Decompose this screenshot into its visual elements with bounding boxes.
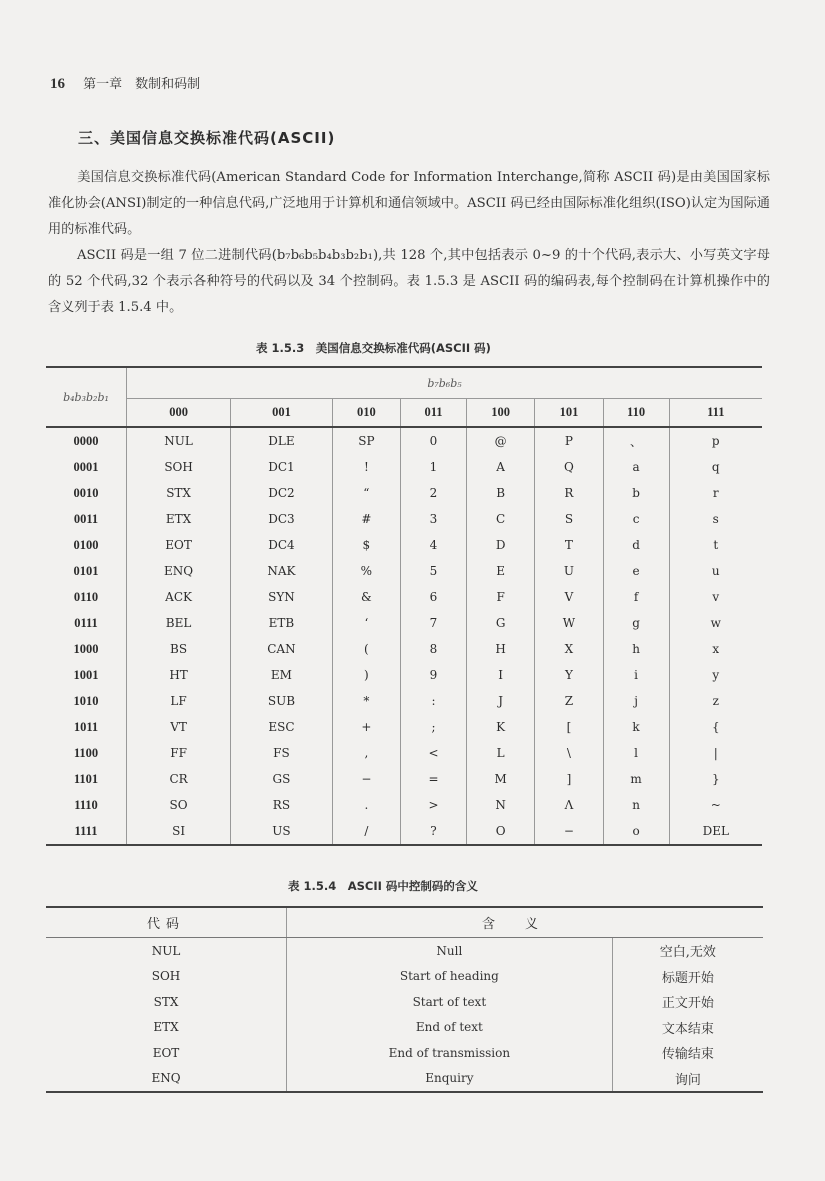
- table-cell: s: [669, 506, 762, 532]
- table-cell: −: [332, 766, 400, 792]
- table-cell: f: [603, 584, 669, 610]
- table-cell: T: [535, 532, 603, 558]
- column-header-label: b₇b₆b₅: [127, 367, 763, 399]
- table-cell: j: [603, 688, 669, 714]
- table-cell: (: [332, 636, 400, 662]
- table-cell: ACK: [127, 584, 231, 610]
- table-cell: FS: [231, 740, 333, 766]
- table-cell: F: [466, 584, 534, 610]
- chinese-meaning: 询问: [612, 1066, 763, 1093]
- table-cell: HT: [127, 662, 231, 688]
- table-cell: RS: [231, 792, 333, 818]
- table-cell: z: [669, 688, 762, 714]
- table-cell: ): [332, 662, 400, 688]
- table-cell: NUL: [127, 427, 231, 454]
- table-cell: SYN: [231, 584, 333, 610]
- table-cell: SI: [127, 818, 231, 845]
- table-cell: 2: [401, 480, 467, 506]
- table-cell: V: [535, 584, 603, 610]
- table-cell: DLE: [231, 427, 333, 454]
- table-cell: i: [603, 662, 669, 688]
- table-cell: o: [603, 818, 669, 845]
- table-cell: e: [603, 558, 669, 584]
- table-cell: ;: [401, 714, 467, 740]
- row-code: 1111: [46, 818, 127, 845]
- table-cell: k: [603, 714, 669, 740]
- table-cell: .: [332, 792, 400, 818]
- control-code-table: [46, 906, 763, 1093]
- table-cell: l: [603, 740, 669, 766]
- table-cell: +: [332, 714, 400, 740]
- table-cell: C: [466, 506, 534, 532]
- table-cell: \: [535, 740, 603, 766]
- table-cell: STX: [127, 480, 231, 506]
- section-title: 三、美国信息交换标准代码(ASCII): [78, 129, 336, 147]
- table-cell: EOT: [127, 532, 231, 558]
- table-cell: x: [669, 636, 762, 662]
- table-cell: @: [466, 427, 534, 454]
- table-row: [46, 454, 762, 480]
- row-code: 0010: [73, 485, 99, 500]
- table1-caption: 表 1.5.3 美国信息交换标准代码(ASCII 码): [256, 341, 491, 355]
- table-row: [46, 938, 763, 964]
- table-cell: Y: [535, 662, 603, 688]
- english-meaning: End of transmission: [287, 1040, 613, 1066]
- table-cell: ESC: [231, 714, 333, 740]
- table-cell: SOH: [127, 454, 231, 480]
- table-cell: y: [669, 662, 762, 688]
- table-cell: BEL: [127, 610, 231, 636]
- table-cell: {: [669, 714, 762, 740]
- table-cell: GS: [231, 766, 333, 792]
- table-cell: &: [332, 584, 400, 610]
- table-cell: q: [669, 454, 762, 480]
- table-row: [46, 584, 762, 610]
- table-cell: L: [466, 740, 534, 766]
- table-cell: 6: [401, 584, 467, 610]
- table-cell: ENQ: [127, 558, 231, 584]
- table-cell: d: [603, 532, 669, 558]
- table-cell: r: [669, 480, 762, 506]
- table-row: [46, 1015, 763, 1041]
- table-cell: E: [466, 558, 534, 584]
- table-cell: !: [332, 454, 400, 480]
- table-cell: 3: [401, 506, 467, 532]
- chinese-meaning: 正文开始: [612, 989, 763, 1015]
- table-cell: $: [332, 532, 400, 558]
- row-code: 1101: [73, 771, 99, 786]
- table-cell: SP: [332, 427, 400, 454]
- table-cell: :: [401, 688, 467, 714]
- table-row: [46, 610, 762, 636]
- row-code: 0001: [73, 459, 99, 474]
- chinese-meaning: 标题开始: [612, 964, 763, 990]
- table-cell: VT: [127, 714, 231, 740]
- table-cell: ‘: [332, 610, 400, 636]
- chinese-meaning: 传输结束: [612, 1040, 763, 1066]
- english-meaning: Null: [287, 938, 613, 964]
- table-cell: DC1: [231, 454, 333, 480]
- table-cell: v: [669, 584, 762, 610]
- table-cell: X: [535, 636, 603, 662]
- control-code: NUL: [151, 943, 181, 958]
- table-cell: DC2: [231, 480, 333, 506]
- column-header: 100: [466, 399, 534, 428]
- table-cell: /: [332, 818, 400, 845]
- row-code: 1011: [73, 719, 99, 734]
- table-cell: LF: [127, 688, 231, 714]
- row-code: 1010: [73, 693, 99, 708]
- table-row: [46, 506, 762, 532]
- paragraph-intro: 美国信息交换标准代码(American Standard Code for Information Interchange,简称 ASCII 码)是由美国国家标准化协会(ANSI)制定的一种信息代码,广泛地用于计算机和通信领域中。ASCII 码已经由国际标准化组织(ISO)认定为国际通用的标准代码。: [48, 170, 770, 237]
- table-cell: b: [603, 480, 669, 506]
- table-cell: ,: [332, 740, 400, 766]
- table-cell: m: [603, 766, 669, 792]
- table-cell: 0: [401, 427, 467, 454]
- table-row: [46, 818, 762, 845]
- paragraph-description: ASCII 码是一组 7 位二进制代码(b₇b₆b₅b₄b₃b₂b₁),共 128 个,其中包括表示 0~9 的十个代码,表示大、小写英文字母的 52 个代码,32 个表示各种符号的代码以及 34 个控制码。表 1.5.3 是 ASCII 码的编码表,每个控制码在计算机操作中的含义列于表 1.5.4 中。: [48, 248, 770, 315]
- table-cell: I: [466, 662, 534, 688]
- table-cell: 1: [401, 454, 467, 480]
- control-code: EOT: [152, 1045, 180, 1060]
- table-cell: NAK: [231, 558, 333, 584]
- table-row: [46, 688, 762, 714]
- table-row: [46, 989, 763, 1015]
- table-cell: CR: [127, 766, 231, 792]
- table-cell: FF: [127, 740, 231, 766]
- table-cell: <: [401, 740, 467, 766]
- table-cell: n: [603, 792, 669, 818]
- chapter-title: 第一章 数制和码制: [83, 77, 201, 92]
- table-row: [46, 558, 762, 584]
- chinese-meaning: 空白,无效: [612, 938, 763, 964]
- english-meaning: Enquiry: [287, 1066, 613, 1093]
- table-cell: H: [466, 636, 534, 662]
- code-column-header: 代码: [46, 907, 287, 938]
- table-row: [46, 427, 762, 454]
- table-cell: Z: [535, 688, 603, 714]
- table-cell: ]: [535, 766, 603, 792]
- table-cell: ?: [401, 818, 467, 845]
- table-cell: DC3: [231, 506, 333, 532]
- table-cell: [: [535, 714, 603, 740]
- row-code: 0110: [73, 589, 99, 604]
- row-code: 0111: [74, 615, 98, 630]
- table-cell: w: [669, 610, 762, 636]
- table-row: [46, 714, 762, 740]
- table-row: [46, 1040, 763, 1066]
- table-cell: *: [332, 688, 400, 714]
- control-code: STX: [153, 994, 179, 1009]
- table-row: [46, 740, 762, 766]
- table-cell: W: [535, 610, 603, 636]
- control-code: SOH: [151, 969, 181, 984]
- table-cell: Q: [535, 454, 603, 480]
- column-header: 001: [231, 399, 333, 428]
- table-cell: EM: [231, 662, 333, 688]
- meaning-column-header: 含义: [287, 907, 764, 938]
- row-header-label: b₄b₃b₂b₁: [46, 367, 127, 427]
- table-cell: a: [603, 454, 669, 480]
- table2-caption: 表 1.5.4 ASCII 码中控制码的含义: [288, 879, 478, 893]
- table-cell: −: [535, 818, 603, 845]
- column-header: 011: [401, 399, 467, 428]
- table-cell: c: [603, 506, 669, 532]
- table-row: [46, 480, 762, 506]
- table-cell: “: [332, 480, 400, 506]
- page-number: 16: [50, 76, 65, 92]
- table-row: [46, 1066, 763, 1093]
- table-cell: =: [401, 766, 467, 792]
- table-row: [46, 766, 762, 792]
- table-cell: J: [466, 688, 534, 714]
- table-row: [46, 964, 763, 990]
- table-cell: DEL: [669, 818, 762, 845]
- control-code: ENQ: [46, 1066, 287, 1093]
- row-code: 0000: [73, 433, 99, 448]
- table-cell: u: [669, 558, 762, 584]
- table-cell: g: [603, 610, 669, 636]
- table-cell: #: [332, 506, 400, 532]
- table-cell: G: [466, 610, 534, 636]
- table-row: [46, 532, 762, 558]
- table-cell: 5: [401, 558, 467, 584]
- table-cell: 8: [401, 636, 467, 662]
- column-header-row: [46, 399, 762, 428]
- table-cell: Λ: [535, 792, 603, 818]
- column-header: 010: [332, 399, 400, 428]
- table-cell: R: [535, 480, 603, 506]
- table-cell: P: [535, 427, 603, 454]
- table-cell: A: [466, 454, 534, 480]
- column-header: 101: [535, 399, 603, 428]
- control-code: ETX: [153, 1020, 179, 1035]
- table-cell: |: [669, 740, 762, 766]
- table-cell: SUB: [231, 688, 333, 714]
- table-cell: ETX: [127, 506, 231, 532]
- ascii-table-body: [46, 427, 762, 845]
- row-code: 0101: [73, 563, 99, 578]
- table-cell: O: [466, 818, 534, 845]
- row-code: 0100: [73, 537, 99, 552]
- table-cell: SO: [127, 792, 231, 818]
- table-cell: D: [466, 532, 534, 558]
- table-cell: M: [466, 766, 534, 792]
- table-cell: h: [603, 636, 669, 662]
- table-cell: U: [535, 558, 603, 584]
- table-cell: DC4: [231, 532, 333, 558]
- table-row: [46, 636, 762, 662]
- row-code: 1100: [73, 745, 99, 760]
- table-cell: p: [669, 427, 762, 454]
- table-cell: K: [466, 714, 534, 740]
- table-row: [46, 662, 762, 688]
- column-header: 111: [669, 399, 762, 428]
- control-table-body: [46, 938, 763, 1093]
- column-header: 000: [127, 399, 231, 428]
- chinese-meaning: 文本结束: [612, 1015, 763, 1041]
- english-meaning: Start of text: [287, 989, 613, 1015]
- table-cell: S: [535, 506, 603, 532]
- table-cell: 7: [401, 610, 467, 636]
- table-cell: >: [401, 792, 467, 818]
- table-cell: 9: [401, 662, 467, 688]
- row-code: 0011: [73, 511, 99, 526]
- table-cell: CAN: [231, 636, 333, 662]
- table-cell: t: [669, 532, 762, 558]
- english-meaning: Start of heading: [287, 964, 613, 990]
- row-code: 1001: [73, 667, 99, 682]
- table-cell: BS: [127, 636, 231, 662]
- table-cell: ETB: [231, 610, 333, 636]
- english-meaning: End of text: [287, 1015, 613, 1041]
- table-row: [46, 792, 762, 818]
- row-code: 1000: [73, 641, 99, 656]
- table-cell: N: [466, 792, 534, 818]
- table-cell: %: [332, 558, 400, 584]
- ascii-code-table: [46, 366, 762, 846]
- row-code: 1110: [74, 797, 98, 812]
- table-cell: B: [466, 480, 534, 506]
- table-cell: 4: [401, 532, 467, 558]
- table-cell: 、: [603, 427, 669, 454]
- table-cell: US: [231, 818, 333, 845]
- table-cell: }: [669, 766, 762, 792]
- table-cell: ~: [669, 792, 762, 818]
- page-header: [50, 73, 200, 93]
- column-header: 110: [603, 399, 669, 428]
